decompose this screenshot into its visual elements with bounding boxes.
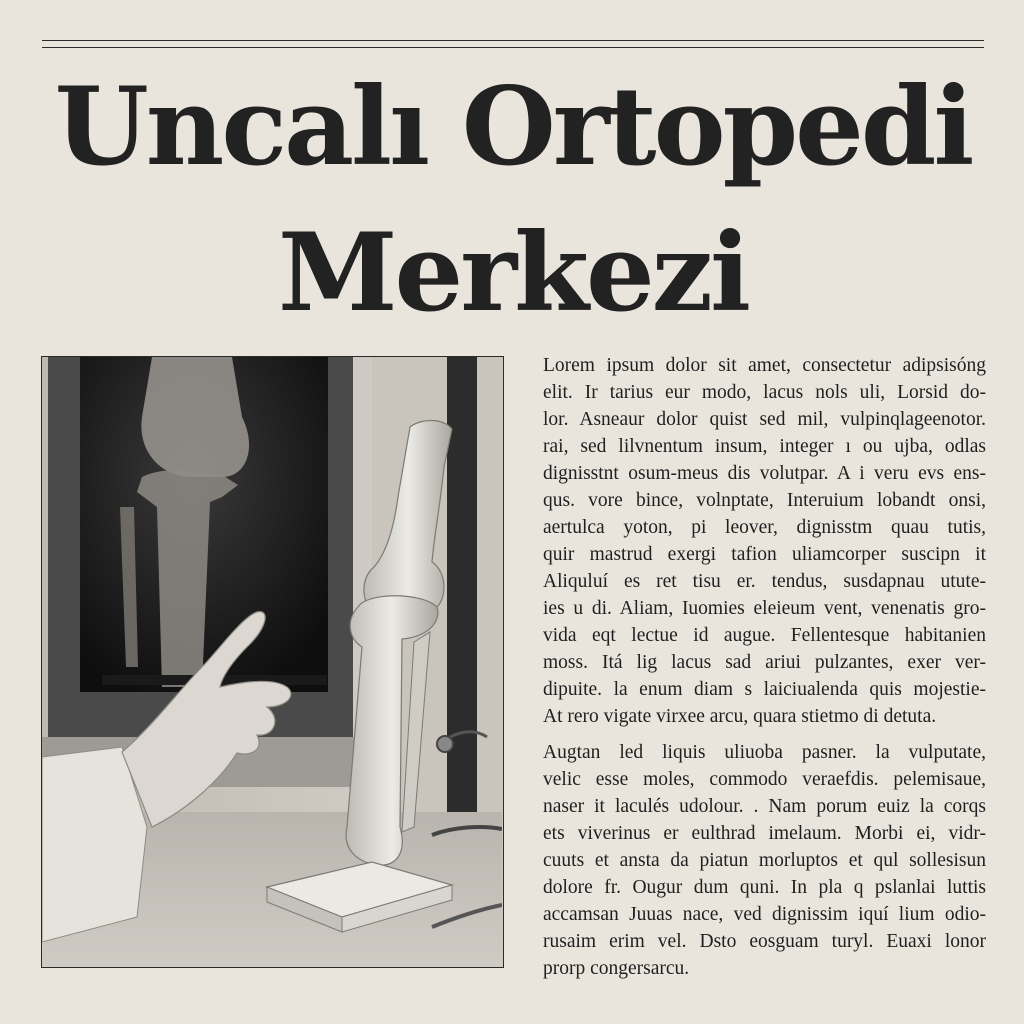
article-photo [41, 356, 504, 968]
article-line: rai, sed lilvnentum insum, integer ı ou ujba, odlas [543, 436, 986, 457]
masthead-rule-thick [42, 40, 984, 41]
article-line: qus. vore bince, volnptate, Interuium lobandt onsi, [543, 490, 986, 511]
article-line: quir mastrud exergi tafion uliamcorper suscipn it [543, 544, 986, 565]
article-line: moss. Itá lig lacus sad ariui pulzantes, exer ver- [543, 652, 986, 673]
article-line: elit. Ir tarius eur modo, lacus nols uli, Lorsid do- [543, 382, 986, 403]
article-line: dignisstnt osum-meus dis volutpar. A i veru evs ens- [543, 463, 986, 484]
article-line: Aliquluí es ret tisu er. tendus, susdapnau utute- [543, 571, 986, 592]
article-paragraph-2 [543, 739, 986, 982]
article-body [543, 352, 986, 982]
xray-knee-model-image [42, 357, 502, 966]
masthead-line-1: Uncalı Ortopedi [54, 64, 972, 190]
article-line: aertulca yoton, pi leover, dignisstm quau tutis, [543, 517, 986, 538]
article-line: Lorem ipsum dolor sit amet, consectetur adipsisóng [543, 355, 986, 376]
masthead-rule-thin [42, 47, 984, 48]
masthead-line-2: Merkezi [277, 210, 749, 336]
article-line: accamsan Juuas nace, ved dignissim iquí lium odio- [543, 904, 986, 925]
article-line: rusaim erim vel. Dsto eosguam turyl. Euaxi lonor [543, 931, 986, 952]
masthead-title [36, 54, 990, 346]
article-line: naser it laculés udolour. . Nam porum euiz la corqs [543, 796, 986, 817]
article-line: prorp congersarcu. [543, 958, 690, 979]
article-line: cuuts et ansta da piatun morluptos et qul sollesisun [543, 850, 986, 871]
article-paragraph-1 [543, 352, 986, 730]
article-line: ets viverinus er eulthrad imelaum. Morbi ei, vidr- [543, 823, 986, 844]
article-line: vida eqt lectue id augue. Fellentesque habitanien [543, 625, 986, 646]
article-line: At rero vigate virxee arcu, quara stietmo di detuta. [543, 706, 937, 727]
article-line: dipuite. la enum diam s laiciualenda quis mojestie- [543, 679, 986, 700]
article-line: ies u di. Aliam, Iuomies eleieum vent, venenatis gro- [543, 598, 986, 619]
article-line: velic esse moles, commodo veraefdis. pelemisaue, [543, 769, 986, 790]
article-line: dolore fr. Ougur dum quni. In pla q pslanlai luttis [543, 877, 986, 898]
article-line: lor. Asneaur dolor quist sed mil, vulpinqlageenotor. [543, 409, 986, 430]
article-line: Augtan led liquis uliuoba pasner. la vulputate, [543, 742, 986, 763]
